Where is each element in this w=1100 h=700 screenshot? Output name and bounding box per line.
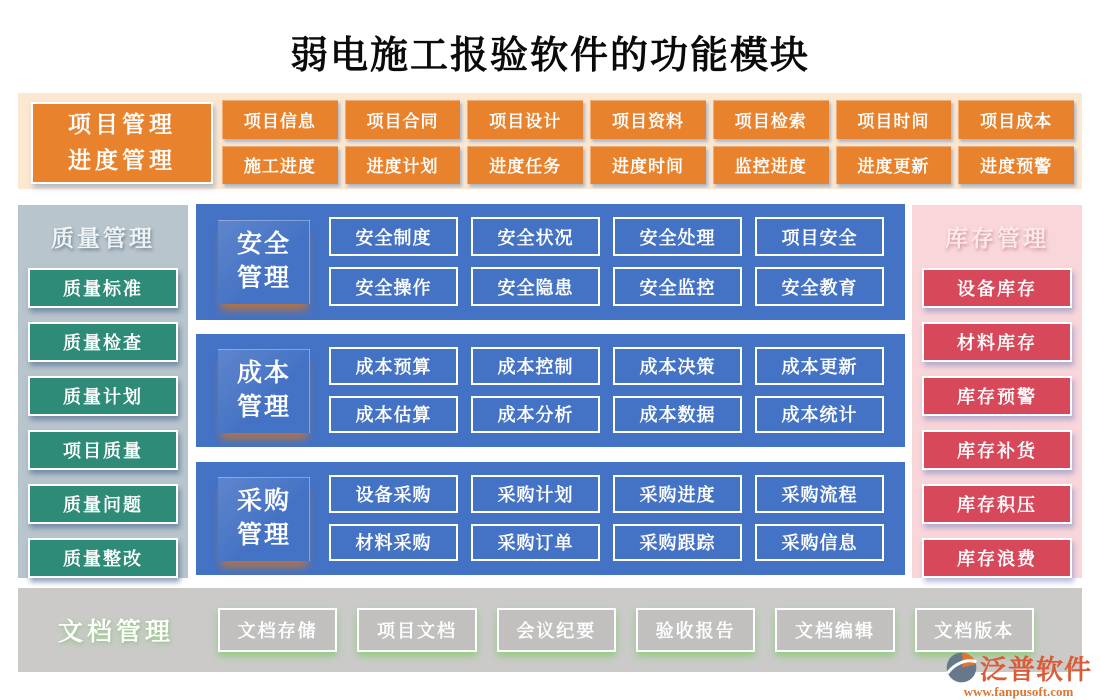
cost-management-panel	[196, 334, 905, 447]
document-button[interactable]: 会议纪要	[497, 608, 616, 652]
panel-button[interactable]: 采购流程	[755, 475, 884, 513]
procurement-management-panel	[196, 462, 905, 575]
panel-label-line: 成本	[236, 359, 291, 387]
module-button[interactable]: 项目合同	[345, 100, 461, 139]
module-button[interactable]: 进度预警	[958, 146, 1074, 185]
panel-button[interactable]: 成本统计	[755, 396, 884, 434]
document-button[interactable]: 文档版本	[915, 608, 1034, 652]
document-button[interactable]: 项目文档	[357, 608, 476, 652]
panel-button[interactable]: 材料采购	[329, 524, 458, 562]
inventory-management-sidebar	[912, 205, 1082, 578]
procurement-management-grid	[329, 475, 884, 561]
project-progress-grid	[222, 100, 1074, 184]
panel-button[interactable]: 采购订单	[471, 524, 600, 562]
document-button[interactable]: 文档存储	[218, 608, 337, 652]
inventory-management-header: 库存管理	[945, 226, 1049, 251]
panel-label-line: 采购	[236, 487, 291, 515]
project-management-label-line: 项目管理	[68, 112, 176, 138]
panel-button[interactable]: 安全状况	[471, 217, 600, 256]
document-button[interactable]: 文档编辑	[775, 608, 894, 652]
vendor-url: www.fanpusoft.com	[963, 684, 1074, 699]
quality-management-header: 质量管理	[51, 226, 155, 251]
vendor-logo	[945, 648, 1092, 700]
safety-management-panel	[196, 204, 905, 320]
inventory-management-items	[922, 268, 1072, 578]
sidebar-item[interactable]: 材料库存	[922, 322, 1072, 362]
safety-management-grid	[329, 217, 884, 306]
sidebar-item[interactable]: 库存浪费	[922, 538, 1072, 578]
sidebar-item[interactable]: 库存补货	[922, 430, 1072, 470]
procurement-management-label	[218, 477, 310, 561]
panel-button[interactable]: 项目安全	[755, 217, 884, 256]
panel-label-line: 管理	[236, 393, 291, 421]
panel-button[interactable]: 采购计划	[471, 475, 600, 513]
module-button[interactable]: 进度更新	[836, 146, 952, 185]
panel-button[interactable]: 成本更新	[755, 347, 884, 385]
panel-button[interactable]: 安全监控	[613, 267, 742, 306]
document-button[interactable]: 验收报告	[636, 608, 755, 652]
module-button[interactable]: 项目时间	[836, 100, 952, 139]
module-button[interactable]: 项目成本	[958, 100, 1074, 139]
panel-button[interactable]: 安全隐患	[471, 267, 600, 306]
module-button[interactable]: 项目资料	[590, 100, 706, 139]
panel-button[interactable]: 设备采购	[329, 475, 458, 513]
project-progress-label	[31, 102, 213, 184]
sidebar-item[interactable]: 质量标准	[28, 268, 178, 308]
project-progress-band	[18, 93, 1082, 189]
module-button[interactable]: 进度计划	[345, 146, 461, 185]
vendor-logo-row	[945, 648, 1092, 687]
cost-management-label	[218, 349, 310, 433]
panel-button[interactable]: 采购跟踪	[613, 524, 742, 562]
quality-management-items	[28, 268, 178, 578]
panel-button[interactable]: 成本决策	[613, 347, 742, 385]
sidebar-item[interactable]: 设备库存	[922, 268, 1072, 308]
module-button[interactable]: 进度时间	[590, 146, 706, 185]
panel-button[interactable]: 成本数据	[613, 396, 742, 434]
panel-label-line: 管理	[236, 265, 291, 292]
vendor-name: 泛普软件	[980, 655, 1092, 685]
panel-label-line: 安全	[236, 231, 291, 259]
sidebar-item[interactable]: 质量检查	[28, 322, 178, 362]
panel-button[interactable]: 采购信息	[755, 524, 884, 562]
sidebar-item[interactable]: 质量计划	[28, 376, 178, 416]
sidebar-item[interactable]: 项目质量	[28, 430, 178, 470]
sidebar-item[interactable]: 库存积压	[922, 484, 1072, 524]
panel-button[interactable]: 安全教育	[755, 267, 884, 306]
sidebar-item[interactable]: 质量整改	[28, 538, 178, 578]
panel-button[interactable]: 成本预算	[329, 347, 458, 385]
progress-management-label-line: 进度管理	[68, 148, 176, 173]
panel-button[interactable]: 安全处理	[613, 217, 742, 256]
module-button[interactable]: 施工进度	[222, 146, 338, 185]
panel-button[interactable]: 成本分析	[471, 396, 600, 434]
sidebar-item[interactable]: 质量问题	[28, 484, 178, 524]
document-management-band	[18, 588, 1082, 672]
panel-button[interactable]: 安全操作	[329, 267, 458, 306]
safety-management-label	[218, 220, 310, 304]
module-button[interactable]: 项目设计	[467, 100, 583, 139]
panel-button[interactable]: 采购进度	[613, 475, 742, 513]
panel-button[interactable]: 成本控制	[471, 347, 600, 385]
panel-label-line: 管理	[236, 521, 291, 549]
panel-button[interactable]: 成本估算	[329, 396, 458, 434]
module-button[interactable]: 进度任务	[467, 146, 583, 185]
cost-management-grid	[329, 347, 884, 433]
module-button[interactable]: 项目信息	[222, 100, 338, 139]
document-management-items	[218, 608, 1034, 652]
module-button[interactable]: 监控进度	[713, 146, 829, 185]
fanpu-logo-icon	[945, 651, 978, 684]
sidebar-item[interactable]: 库存预警	[922, 376, 1072, 416]
quality-management-sidebar	[18, 205, 188, 578]
page-title: 弱电施工报验软件的功能模块	[289, 35, 810, 77]
module-button[interactable]: 项目检索	[713, 100, 829, 139]
document-management-label: 文档管理	[58, 619, 175, 646]
panel-button[interactable]: 安全制度	[329, 217, 458, 256]
